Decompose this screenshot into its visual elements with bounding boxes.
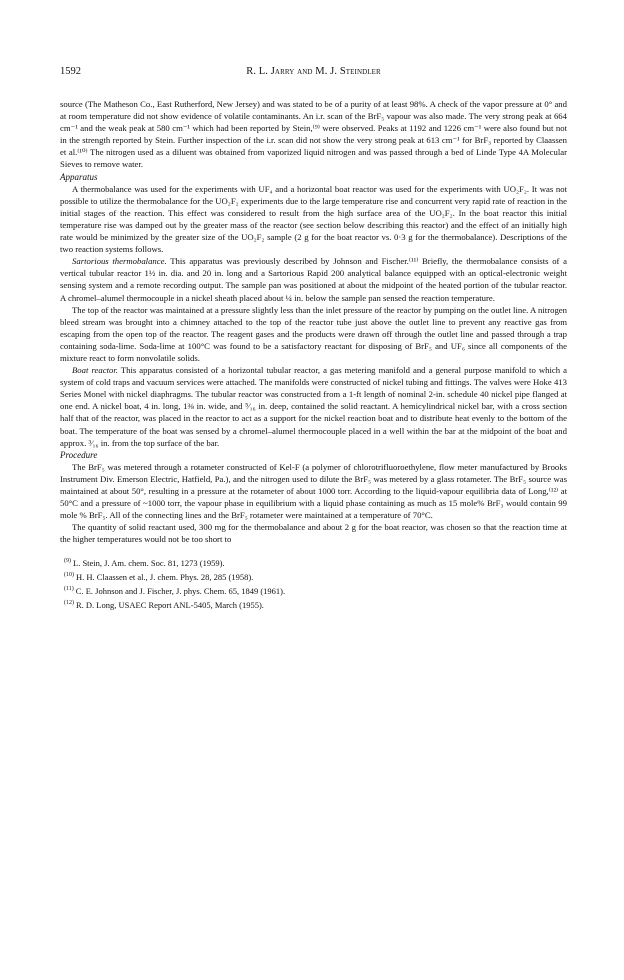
paragraph-boat-reactor (60, 364, 567, 449)
footnote (64, 597, 567, 611)
thermobalance-text: This apparatus was previously described by Johnson and Fischer.⁽¹¹⁾ Briefly, the thermobalance consists of a vertical tubular reactor 1½ in. dia. and 20 in. long and a Sartorious Rapid 200 analytical balance equipped with an optical-electronic weight sensing system and a remote recording output. The sample pan was positioned at about the midpoint of the heated portion of the tubular reactor. A chromel–alumel thermocouple in a nickel sheath placed about ¼ in. below the sample pan sensed the reaction temperature. (60, 256, 567, 303)
paragraph-reactor-top: The top of the reactor was maintained at a pressure slightly less than the inlet pressure of the reactor by pumping on the outlet line. A nitrogen bleed stream was brought into a chimney attached to the top of the reactor tube just above the outlet line to prevent any reactive gas from escaping from the open top of the reactor. The reagent gases and the products were drawn off through the outlet line and passed through a trap containing soda-lime. Soda-lime at 100°C was found to be a satisfactory reactant for disposing of BrF₅ and UF₆ since all components of the mixture react to form nonvolatile solids. (60, 304, 567, 363)
paragraph-procedure-1: The BrF₅ was metered through a rotameter constructed of Kel-F (a polymer of chlorotrifluoroethylene, flow meter manufactured by Brooks Instrument Div. Emerson Electric, Hatfield, Pa.), and the nitrogen used to dilute the BrF₅ was metered by a glass rotameter. The BrF₅ source was maintained at about 50°, resulting in a pressure at the rotameter of about 1000 torr. According to the liquid-vapour equilibria data of Long,⁽¹²⁾ at 50°C and a pressure of ~1000 torr, the vapour phase in equilibrium with a liquid phase containing as much as 15 mole% BrF₃ would contain 99 mole % BrF₅. All of the connecting lines and the BrF₅ rotameter were maintained at a temperature of 70°C. (60, 461, 567, 521)
section-heading-procedure: Procedure (60, 449, 98, 460)
paragraph-apparatus: A thermobalance was used for the experiments with UF₄ and a horizontal boat reactor was used for the experiments with UO₂F₂. It was not possible to utilize the thermobalance for the UO₂F₂ experiments due to the large temperature rise and concurrent very rapid rate of reaction in the initial stages of the reaction. This effect was considered to result from the high surface area of the UO₂F₂. In the boat reactor this initial temperature rise was damped out by the greater mass of the reactor (see section below describing this reactor) and the effect of an initially high rate would be minimized by the greater size of the UO₂F₂ sample (2 g for the boat reactor vs. 0·3 g for the thermobalance). Descriptions of the two reaction systems follows. (60, 183, 567, 255)
footnote-mark: (9) (64, 558, 71, 565)
footnote-mark: (10) (64, 572, 74, 579)
running-title: R. L. Jarry and M. J. Steindler (246, 66, 381, 77)
subsection-title-thermobalance: Sartorious thermobalance. (72, 256, 167, 267)
footnote (64, 569, 567, 583)
section-heading-apparatus: Apparatus (60, 171, 98, 182)
journal-page (60, 66, 567, 611)
footnote-mark: (11) (64, 586, 74, 593)
footnotes (60, 555, 567, 610)
body-text (60, 98, 567, 545)
footnote (64, 583, 567, 597)
paragraph-intro: source (The Matheson Co., East Rutherford, New Jersey) and was stated to be of a purity of at least 98%. A check of the vapor pressure at 0° and at room temperature did not show evidence of volatile contaminants. An i.r. scan of the BrF₅ vapour was also made. The very strong peak at 664 cm⁻¹ and the weak peak at 580 cm⁻¹ which had been reported by Stein,⁽⁹⁾ were observed. Peaks at 1192 and 1226 cm⁻¹ were also found but not in the strength reported by Stein. Further inspection of the i.r. scan did not show the very strong peak at 613 cm⁻¹ for BrF₃ reported by Claassen et al.⁽¹⁰⁾ The nitrogen used as a diluent was obtained from vaporized liquid nitrogen and was passed through a bed of Linde Type 4A Molecular Sieves to remove water. (60, 99, 567, 170)
footnote-text: R. D. Long, USAEC Report ANL-5405, March (1955). (76, 599, 264, 610)
running-head (60, 66, 567, 86)
paragraph-thermobalance (60, 255, 567, 303)
footnote (64, 555, 567, 569)
footnote-text: C. E. Johnson and J. Fischer, J. phys. Chem. 65, 1849 (1961). (75, 585, 286, 596)
footnote-text: H. H. Claassen et al., J. chem. Phys. 28, 285 (1958). (76, 572, 254, 583)
footnote-text: L. Stein, J. Am. chem. Soc. 81, 1273 (1959). (73, 558, 225, 569)
subsection-title-boat-reactor: Boat reactor. (72, 365, 118, 376)
footnote-mark: (12) (64, 599, 74, 606)
boat-reactor-text: This apparatus consisted of a horizontal tubular reactor, a gas metering manifold and a general purpose manifold to which a system of cold traps and vacuum services were attached. The manifolds were constructed of nickel tubing and fittings. The valves were Hoke 413 Series Monel with nickel diaphragms. The tubular reactor was constructed from a 1-ft length of nominal 2-in. schedule 40 nickel pipe flanged at one end. A nickel boat, 4 in. long, 1⅜ in. wide, and ⁵⁄₁₆ in. deep, contained the solid reactant. A hemicylindrical nickel bar, with a cross section half that of the reactor, was placed in the reactor to act as a support for the nickel reaction boat and to distribute heat evenly to the bottom of the boat. The temperature of the boat was sensed by a chromel–alumel thermocouple placed in a well within the bar at the midpoint of the boat and approx. ³⁄₁₆ in. from the top surface of the bar. (60, 365, 567, 448)
paragraph-procedure-2: The quantity of solid reactant used, 300 mg for the thermobalance and about 2 g for the boat reactor, was chosen so that the reaction time at the higher temperatures would not be too short to (60, 522, 567, 545)
page-number: 1592 (60, 66, 81, 77)
